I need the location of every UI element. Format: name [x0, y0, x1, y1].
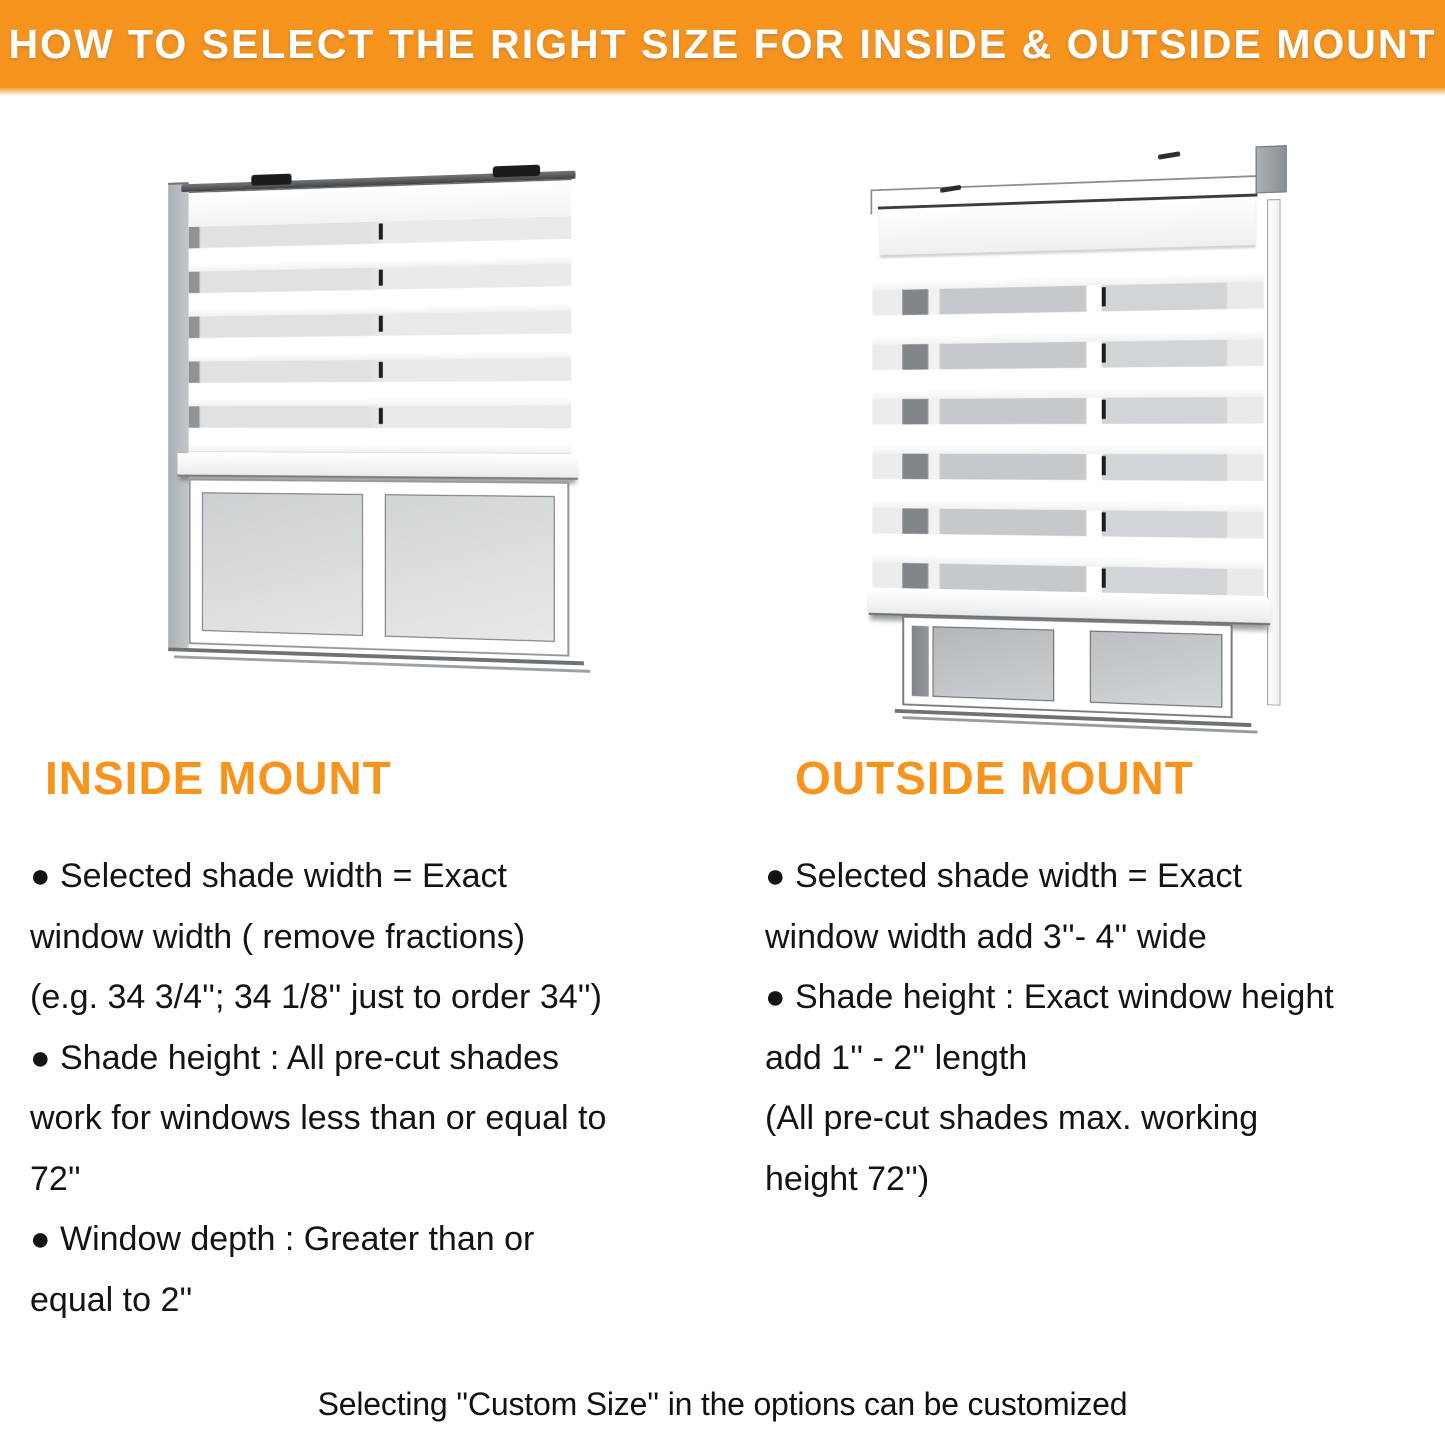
window-glass-left — [933, 626, 1054, 701]
inside-mount-heading: INSIDE MOUNT — [45, 752, 392, 804]
shade-band-sheer — [189, 406, 572, 429]
shade-band-sheer — [872, 454, 1264, 481]
bullet-line: equal to 2'' — [30, 1280, 193, 1319]
bullet-line: ● Selected shade width = Exact — [765, 857, 1242, 895]
window-frame — [902, 616, 1232, 719]
window-jamb — [912, 626, 929, 697]
bullet-line: ● Shade height : Exact window height — [765, 978, 1334, 1016]
outside-mount-section — [765, 752, 1445, 1209]
shade-band-sheer — [189, 358, 572, 383]
window-glass-right — [385, 494, 555, 642]
inside-mount-section — [30, 752, 730, 1330]
bullet-line: (e.g. 34 3/4''; 34 1/8'' just to order 34'') — [30, 978, 602, 1016]
wall-ceiling-line — [870, 175, 1270, 192]
shade-band-solid — [189, 428, 572, 453]
bullet-line: add 1'' - 2'' length — [765, 1038, 1028, 1077]
shade-band-solid — [872, 308, 1264, 344]
window-casing — [168, 182, 189, 648]
inside-mount-bullets — [30, 846, 730, 1330]
shade-band-sheer — [189, 311, 572, 338]
mounting-end-cap — [1256, 145, 1287, 194]
shade-band-solid — [872, 366, 1264, 399]
bullet-line: (All pre-cut shades max. working — [765, 1099, 1259, 1137]
bullet-line: 72'' — [30, 1159, 81, 1198]
shade-band-solid — [872, 424, 1264, 455]
bullet-line: ● Shade height : All pre-cut shades — [30, 1038, 559, 1077]
shade-bands — [189, 216, 572, 453]
bullet-line: window width ( remove fractions) — [30, 917, 526, 956]
shade-bands — [872, 251, 1264, 596]
shade-band-solid — [189, 381, 572, 407]
header-banner — [0, 0, 1445, 88]
shade-bottom-rail — [178, 453, 578, 480]
window-glass-left — [202, 492, 363, 636]
shade-band-sheer — [872, 397, 1264, 425]
bullet-line: height 72'') — [765, 1159, 930, 1198]
window-frame — [189, 478, 570, 656]
window-side-casing — [1267, 199, 1281, 706]
wall-bracket-mark — [1158, 151, 1181, 160]
outside-mount-heading: OUTSIDE MOUNT — [795, 752, 1194, 804]
outside-mount-illustration — [867, 139, 1287, 742]
window-glass-right — [1090, 631, 1223, 708]
shade-valance — [880, 198, 1256, 256]
shade-band-solid — [189, 333, 572, 361]
bullet-line: ● Selected shade width = Exact — [30, 857, 507, 895]
shade-band-solid — [872, 251, 1264, 291]
bullet-line: ● Window depth : Greater than or — [30, 1220, 535, 1258]
wall-ceiling-line — [870, 189, 872, 214]
bullet-line: work for windows less than or equal to — [30, 1099, 607, 1137]
outside-mount-bullets — [765, 846, 1445, 1209]
shade-band-sheer — [872, 339, 1264, 370]
inside-mount-illustration — [168, 140, 571, 701]
footer-note: Selecting ''Custom Size'' in the options can be customized — [317, 1386, 1128, 1422]
bullet-line: window width add 3''- 4'' wide — [765, 917, 1207, 956]
banner-title: HOW TO SELECT THE RIGHT SIZE FOR INSIDE & OUTSIDE MOUNT — [8, 21, 1437, 67]
shade-band-solid — [872, 479, 1264, 512]
